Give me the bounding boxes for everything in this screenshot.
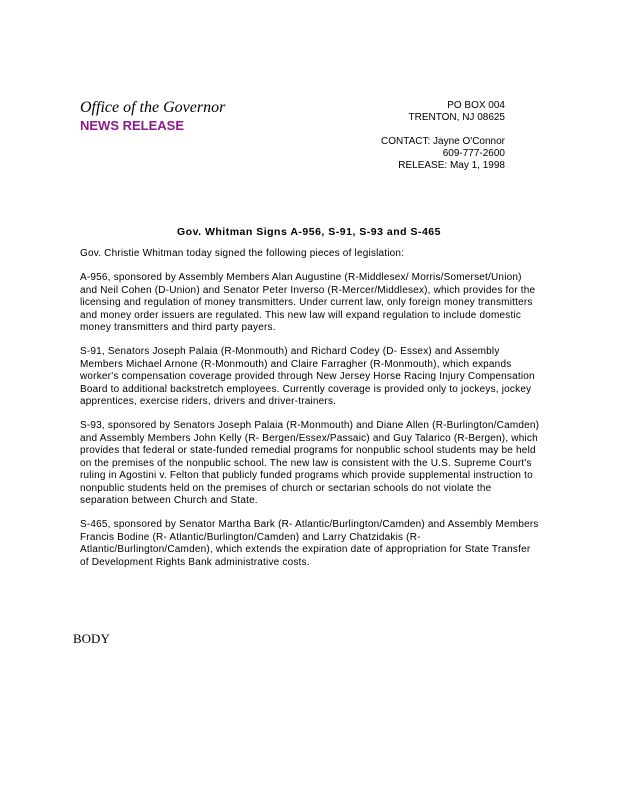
paragraph-s93: S-93, sponsored by Senators Joseph Palaia (R-Monmouth) and Diane Allen (R-Burlington/Camden) and Assembly Members John Kelly (R- Bergen/Essex/Passaic) and Guy Talarico (R-Bergen), which provides that federal or state-funded remedial programs for nonpublic school students may be held on the premises of the nonpublic school. The new law is consistent with the U.S. Supreme Court's ruling in Agostini v. Felton that publicly funded programs which provide supplemental instruction to nonpublic students held on the premises of church or sectarian schools do not violate the separation between Church and State. bbox=[80, 420, 540, 506]
intro-paragraph: Gov. Christie Whitman today signed the following pieces of legislation: bbox=[80, 248, 405, 259]
contact-phone: 609-777-2600 bbox=[442, 148, 505, 159]
address-line-2: TRENTON, NJ 08625 bbox=[408, 112, 505, 123]
paragraph-a956: A-956, sponsored by Assembly Members Alan Augustine (R-Middlesex/ Morris/Somerset/Union) and Neil Cohen (D-Union) and Senator Peter Inverso (R-Mercer/Middlesex), which provides for the licensing and regulation of money transmitters. Under current law, only foreign money transmitters and money order issuers are regulated. This new law will expand regulation to include domestic money transmitters and third party payers. bbox=[80, 272, 536, 334]
contact-block bbox=[381, 100, 505, 172]
address-line-1: PO BOX 004 bbox=[447, 100, 505, 111]
office-title: Office of the Governor bbox=[80, 99, 226, 116]
release-body bbox=[80, 248, 540, 581]
contact-name: CONTACT: Jayne O'Connor bbox=[381, 136, 505, 147]
paragraph-s465: S-465, sponsored by Senator Martha Bark (R- Atlantic/Burlington/Camden) and Assembly Members Francis Bodine (R- Atlantic/Burlington/Camden) and Larry Chatzidakis (R- Atlantic/Burlington/Camden), which extends the expiration date of appropriation for State Transfer of Development Rights Bank administrative costs. bbox=[80, 519, 539, 568]
news-release-label: NEWS RELEASE bbox=[80, 118, 185, 133]
release-title: Gov. Whitman Signs A-956, S-91, S-93 and S-465 bbox=[177, 226, 441, 238]
paragraph-s91: S-91, Senators Joseph Palaia (R-Monmouth) and Richard Codey (D- Essex) and Assembly Members Michael Arnone (R-Monmouth) and Claire Farragher (R-Monmouth), which expands worker's compensation coverage provided through New Jersey Horse Racing Injury Compensation Board to additional backstretch employees. Currently coverage is provided only to jockeys, jockey apprentices, exercise riders, drivers and driver-trainers. bbox=[80, 346, 535, 408]
footer-label: BODY bbox=[73, 631, 110, 646]
release-date: RELEASE: May 1, 1998 bbox=[398, 160, 505, 171]
